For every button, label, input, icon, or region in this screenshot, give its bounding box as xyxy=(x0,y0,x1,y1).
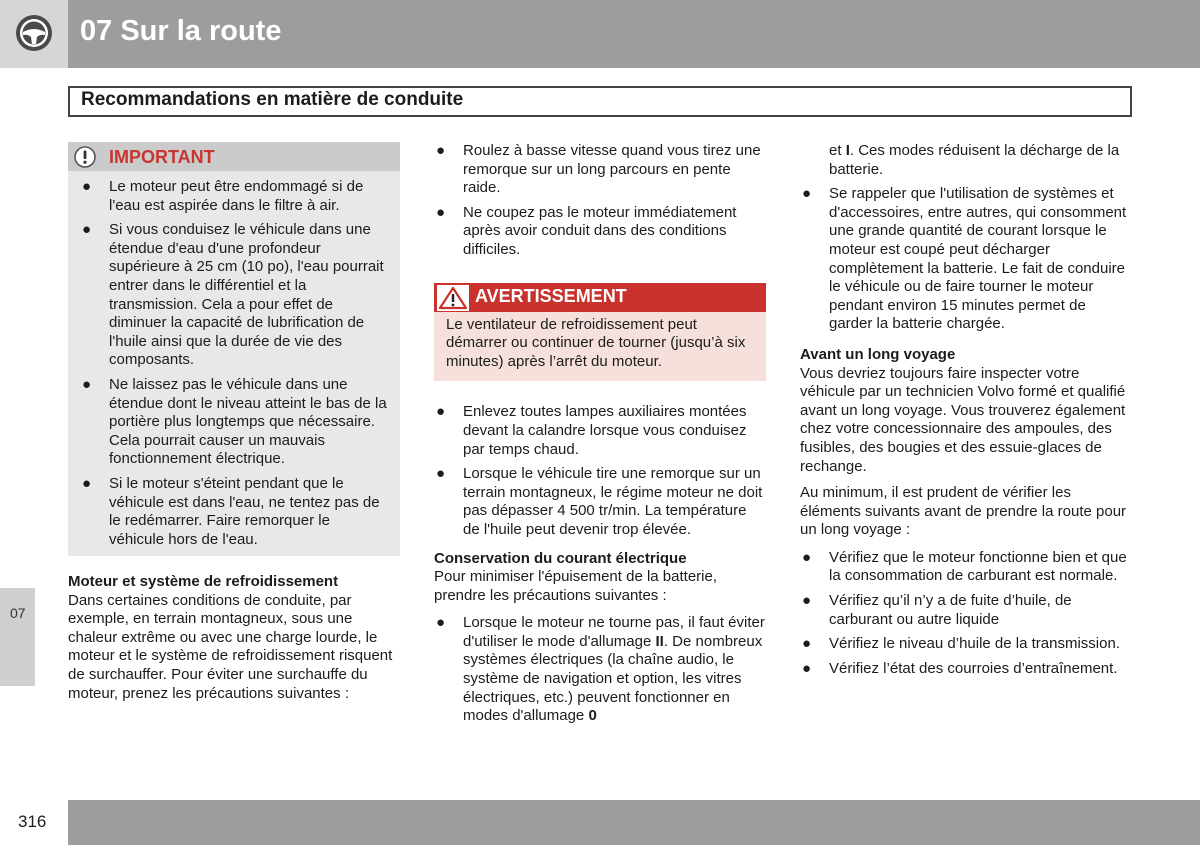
list-item-text: Vérifiez que le moteur fonctionne bien et que la consommation de carburant est normale. xyxy=(829,548,1127,585)
warning-triangle-icon xyxy=(437,285,469,311)
header-icon-cell xyxy=(0,0,68,68)
footer-bar xyxy=(68,800,1200,845)
list-item-text: Se rappeler que l'utilisation de systèmes et d'accessoires, entre autres, qui consomment une grande quantité de courant lorsque le moteur est coupé peut décharger complètement la batterie. Le fait de conduire le véhicule ou de faire tourner le moteur pendant environ 15 minutes permet de garder la batterie chargée. xyxy=(829,185,1127,333)
important-header xyxy=(68,142,400,171)
list-item-text: Lorsque le moteur ne tourne pas, il faut éviter d'utiliser le mode d'allumage xyxy=(463,614,765,650)
column-2 xyxy=(434,142,766,732)
steering-wheel-icon xyxy=(14,13,54,53)
list-item xyxy=(800,635,1132,654)
bullet: ● xyxy=(802,592,812,610)
ignition-mode-label: I xyxy=(845,142,850,159)
power-list xyxy=(434,614,766,726)
list-item xyxy=(80,475,388,549)
important-list xyxy=(80,178,388,555)
list-item xyxy=(800,660,1132,679)
list-item xyxy=(800,592,1132,629)
list-item xyxy=(434,465,766,539)
bullet: ● xyxy=(82,375,92,393)
power-heading: Conservation du courant électrique xyxy=(434,549,687,567)
list-item xyxy=(80,221,388,370)
section-title-box xyxy=(68,86,1132,117)
bullet: ● xyxy=(82,178,92,195)
trip-text: Vous devriez toujours faire inspecter votre véhicule par un technicien Volvo formé et qualifié avant un long voyage. Vous trouverez également chez votre concessionnaire des ampoules, des fusibles, des bougies et des essuie-glaces de rechange. xyxy=(800,364,1126,475)
bullet: ● xyxy=(802,548,812,566)
list-item-text: . De nombreux systèmes électriques (la chaîne audio, le système de navigation et option, les vitres électriques, etc.) peuvent fonctionner en modes d'allumage xyxy=(463,632,763,725)
continued-text xyxy=(800,142,1132,179)
warning-title: AVERTISSEMENT xyxy=(475,285,627,306)
column-1 xyxy=(68,573,393,703)
list-item xyxy=(434,614,766,726)
page-title: 07 Sur la route xyxy=(80,15,282,47)
warning-text: Le ventilateur de refroidissement peut démarrer ou continuer de tourner (jusqu’à six minutes) après l’arrêt du moteur. xyxy=(446,315,746,370)
checks-list xyxy=(800,549,1132,679)
chapter-tab xyxy=(0,588,35,686)
important-box xyxy=(68,142,400,556)
bullet: ● xyxy=(802,185,812,203)
bullet: ● xyxy=(436,614,446,632)
ignition-mode-label: 0 xyxy=(588,707,597,725)
list-item xyxy=(800,549,1132,586)
list-item-text: Vérifiez qu’il n’y a de fuite d’huile, de carburant ou autre liquide xyxy=(829,592,1072,628)
ignition-mode-label: II xyxy=(655,632,664,650)
list-item-text: Si le moteur s'éteint pendant que le véhicule est dans l'eau, ne tentez pas de le redémarrer. Faire remorquer le véhicule hors de l'eau. xyxy=(109,474,380,548)
cooling-heading: Moteur et système de refroidissement xyxy=(68,573,339,590)
bullet: ● xyxy=(436,403,446,421)
list-item-text: Ne coupez pas le moteur immédiatement après avoir conduit dans des conditions difficiles. xyxy=(463,203,737,258)
cooling-text: Dans certaines conditions de conduite, par exemple, en terrain montagneux, sous une chaleur extrême ou avec une charge lourde, le moteur et le système de refroidissement risquent de surchauffer. Pour éviter une surchauffe du moteur, prenez les précautions suivantes : xyxy=(68,591,393,702)
list-item xyxy=(434,403,766,459)
list-item xyxy=(434,204,766,260)
list-item-text: Si vous conduisez le véhicule dans une étendue d'eau d'une profondeur supérieure à 25 cm (10 po), l'eau pourrait entrer dans le différentiel et la transmission. Cela a pour effet de diminuer la capacité de lubrification de l'huile ainsi que la durée de vie des composants. xyxy=(109,221,384,369)
list-item xyxy=(434,142,766,198)
bullet: ● xyxy=(436,465,446,483)
list-item-text: Lorsque le véhicule tire une remorque sur un terrain montagneux, le régime moteur ne doit pas dépasser 4 500 tr/min. La température de l'huile peut devenir trop élevée. xyxy=(463,465,763,538)
text-fragment: . Ces modes réduisent la décharge de la batterie. xyxy=(829,142,1120,178)
list-item-text: Ne laissez pas le véhicule dans une étendue dont le niveau atteint le bas de la portière plus longtemps que nécessaire. Cela pourrait causer un mauvais fonctionnement électrique. xyxy=(109,375,387,468)
power-intro: Pour minimiser l'épuisement de la batterie, prendre les précautions suivantes : xyxy=(434,568,717,604)
cooling-list-top xyxy=(434,142,766,260)
trip-heading: Avant un long voyage xyxy=(800,345,956,363)
important-title: IMPORTANT xyxy=(109,147,215,167)
list-item-text: Enlevez toutes lampes auxiliaires montées devant la calandre lorsque vous conduisez par temps chaud. xyxy=(463,403,747,458)
exclamation-icon xyxy=(72,146,98,168)
warning-header xyxy=(434,283,766,312)
list-item-text: Vérifiez le niveau d’huile de la transmission. xyxy=(829,635,1120,653)
bullet: ● xyxy=(802,635,812,653)
trip-intro: Au minimum, il est prudent de vérifier les éléments suivants avant de prendre la route pour un long voyage : xyxy=(800,484,1127,539)
list-item-text: Vérifiez l’état des courroies d’entraînement. xyxy=(829,659,1118,677)
bullet: ● xyxy=(436,142,446,159)
warning-box xyxy=(434,283,766,382)
column-3 xyxy=(800,142,1132,684)
list-item xyxy=(80,178,388,215)
chapter-number: 07 xyxy=(10,605,26,621)
bullet: ● xyxy=(82,474,92,492)
bullet: ● xyxy=(802,659,812,677)
list-item xyxy=(800,185,1132,334)
bullet: ● xyxy=(436,203,446,221)
page-number: 316 xyxy=(18,812,47,831)
section-title: Recommandations en matière de conduite xyxy=(81,89,464,110)
bullet: ● xyxy=(82,221,92,239)
text-fragment: et xyxy=(829,142,846,159)
battery-list xyxy=(800,185,1132,334)
cooling-list-bottom xyxy=(434,403,766,539)
list-item xyxy=(80,376,388,469)
list-item-text: Roulez à basse vitesse quand vous tirez une remorque sur un long parcours en pente raide. xyxy=(463,142,761,197)
list-item-text: Le moteur peut être endommagé si de l'eau est aspirée dans le filtre à air. xyxy=(109,178,364,214)
